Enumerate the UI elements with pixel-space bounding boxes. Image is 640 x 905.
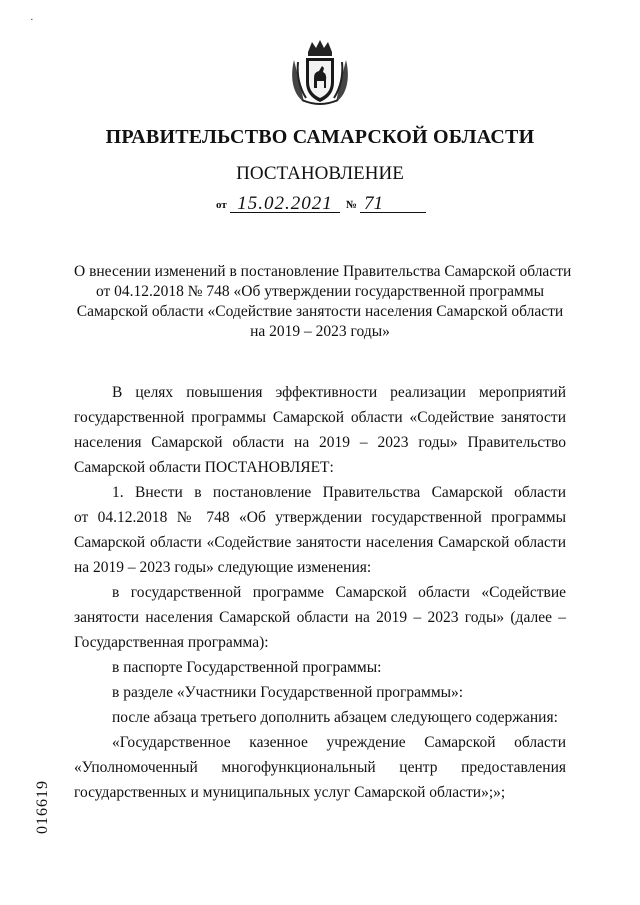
body-line: в разделе «Участники Государственной программы»:: [112, 684, 464, 701]
body-line: населения Самарской области на 2019 – 2023 годы» Правительство: [74, 434, 566, 451]
date-prefix: от: [216, 199, 227, 211]
side-serial-code: 016619: [34, 780, 51, 834]
body-line: государственных и муниципальных услуг Самарской области»;»;: [74, 784, 506, 801]
body-line: после абзаца третьего дополнить абзацем следующего содержания:: [112, 709, 558, 726]
body-line: Государственная программа):: [74, 634, 269, 651]
number-prefix: №: [346, 199, 358, 211]
corner-mark: ·: [30, 14, 34, 26]
body-line: «Государственное казенное учреждение Самарской области: [112, 734, 566, 751]
body-line: занятости населения Самарской области на 2019 – 2023 годы» (далее –: [74, 609, 566, 626]
body-line: от 04.12.2018 № 748 «Об утверждении государственной программы: [74, 509, 566, 526]
document-number: 71: [364, 193, 383, 214]
title-line: от 04.12.2018 № 748 «Об утверждении государственной программы: [95, 283, 545, 300]
number-underline: [360, 212, 426, 213]
body-line: В целях повышения эффективности реализации мероприятий: [112, 384, 566, 401]
body-line: на 2019 – 2023 годы» следующие изменения:: [74, 559, 372, 576]
title-line: на 2019 – 2023 годы»: [250, 323, 390, 340]
organization-name: ПРАВИТЕЛЬСТВО САМАРСКОЙ ОБЛАСТИ: [105, 126, 535, 148]
body-line: государственной программы Самарской области «Содействие занятости: [74, 409, 566, 426]
document-date: 15.02.2021: [237, 193, 333, 214]
coat-of-arms-emblem: [288, 38, 352, 106]
body-line: Самарской области ПОСТАНОВЛЯЕТ:: [74, 459, 334, 476]
body-line: 1. Внести в постановление Правительства Самарской области: [112, 484, 566, 501]
body-line: Самарской области «Содействие занятости населения Самарской области: [74, 534, 566, 551]
document-title: [74, 262, 572, 342]
date-underline: [230, 212, 340, 213]
title-line: О внесении изменений в постановление Правительства Самарской области: [74, 263, 572, 280]
document-body: [74, 380, 566, 805]
date-number-line: [216, 193, 436, 217]
body-line: в паспорте Государственной программы:: [112, 659, 382, 676]
body-line: «Уполномоченный многофункциональный центр предоставления: [74, 759, 566, 776]
body-line: в государственной программе Самарской области «Содействие: [112, 584, 566, 601]
document-type: ПОСТАНОВЛЕНИЕ: [236, 163, 404, 184]
title-line: Самарской области «Содействие занятости населения Самарской области: [76, 303, 564, 320]
